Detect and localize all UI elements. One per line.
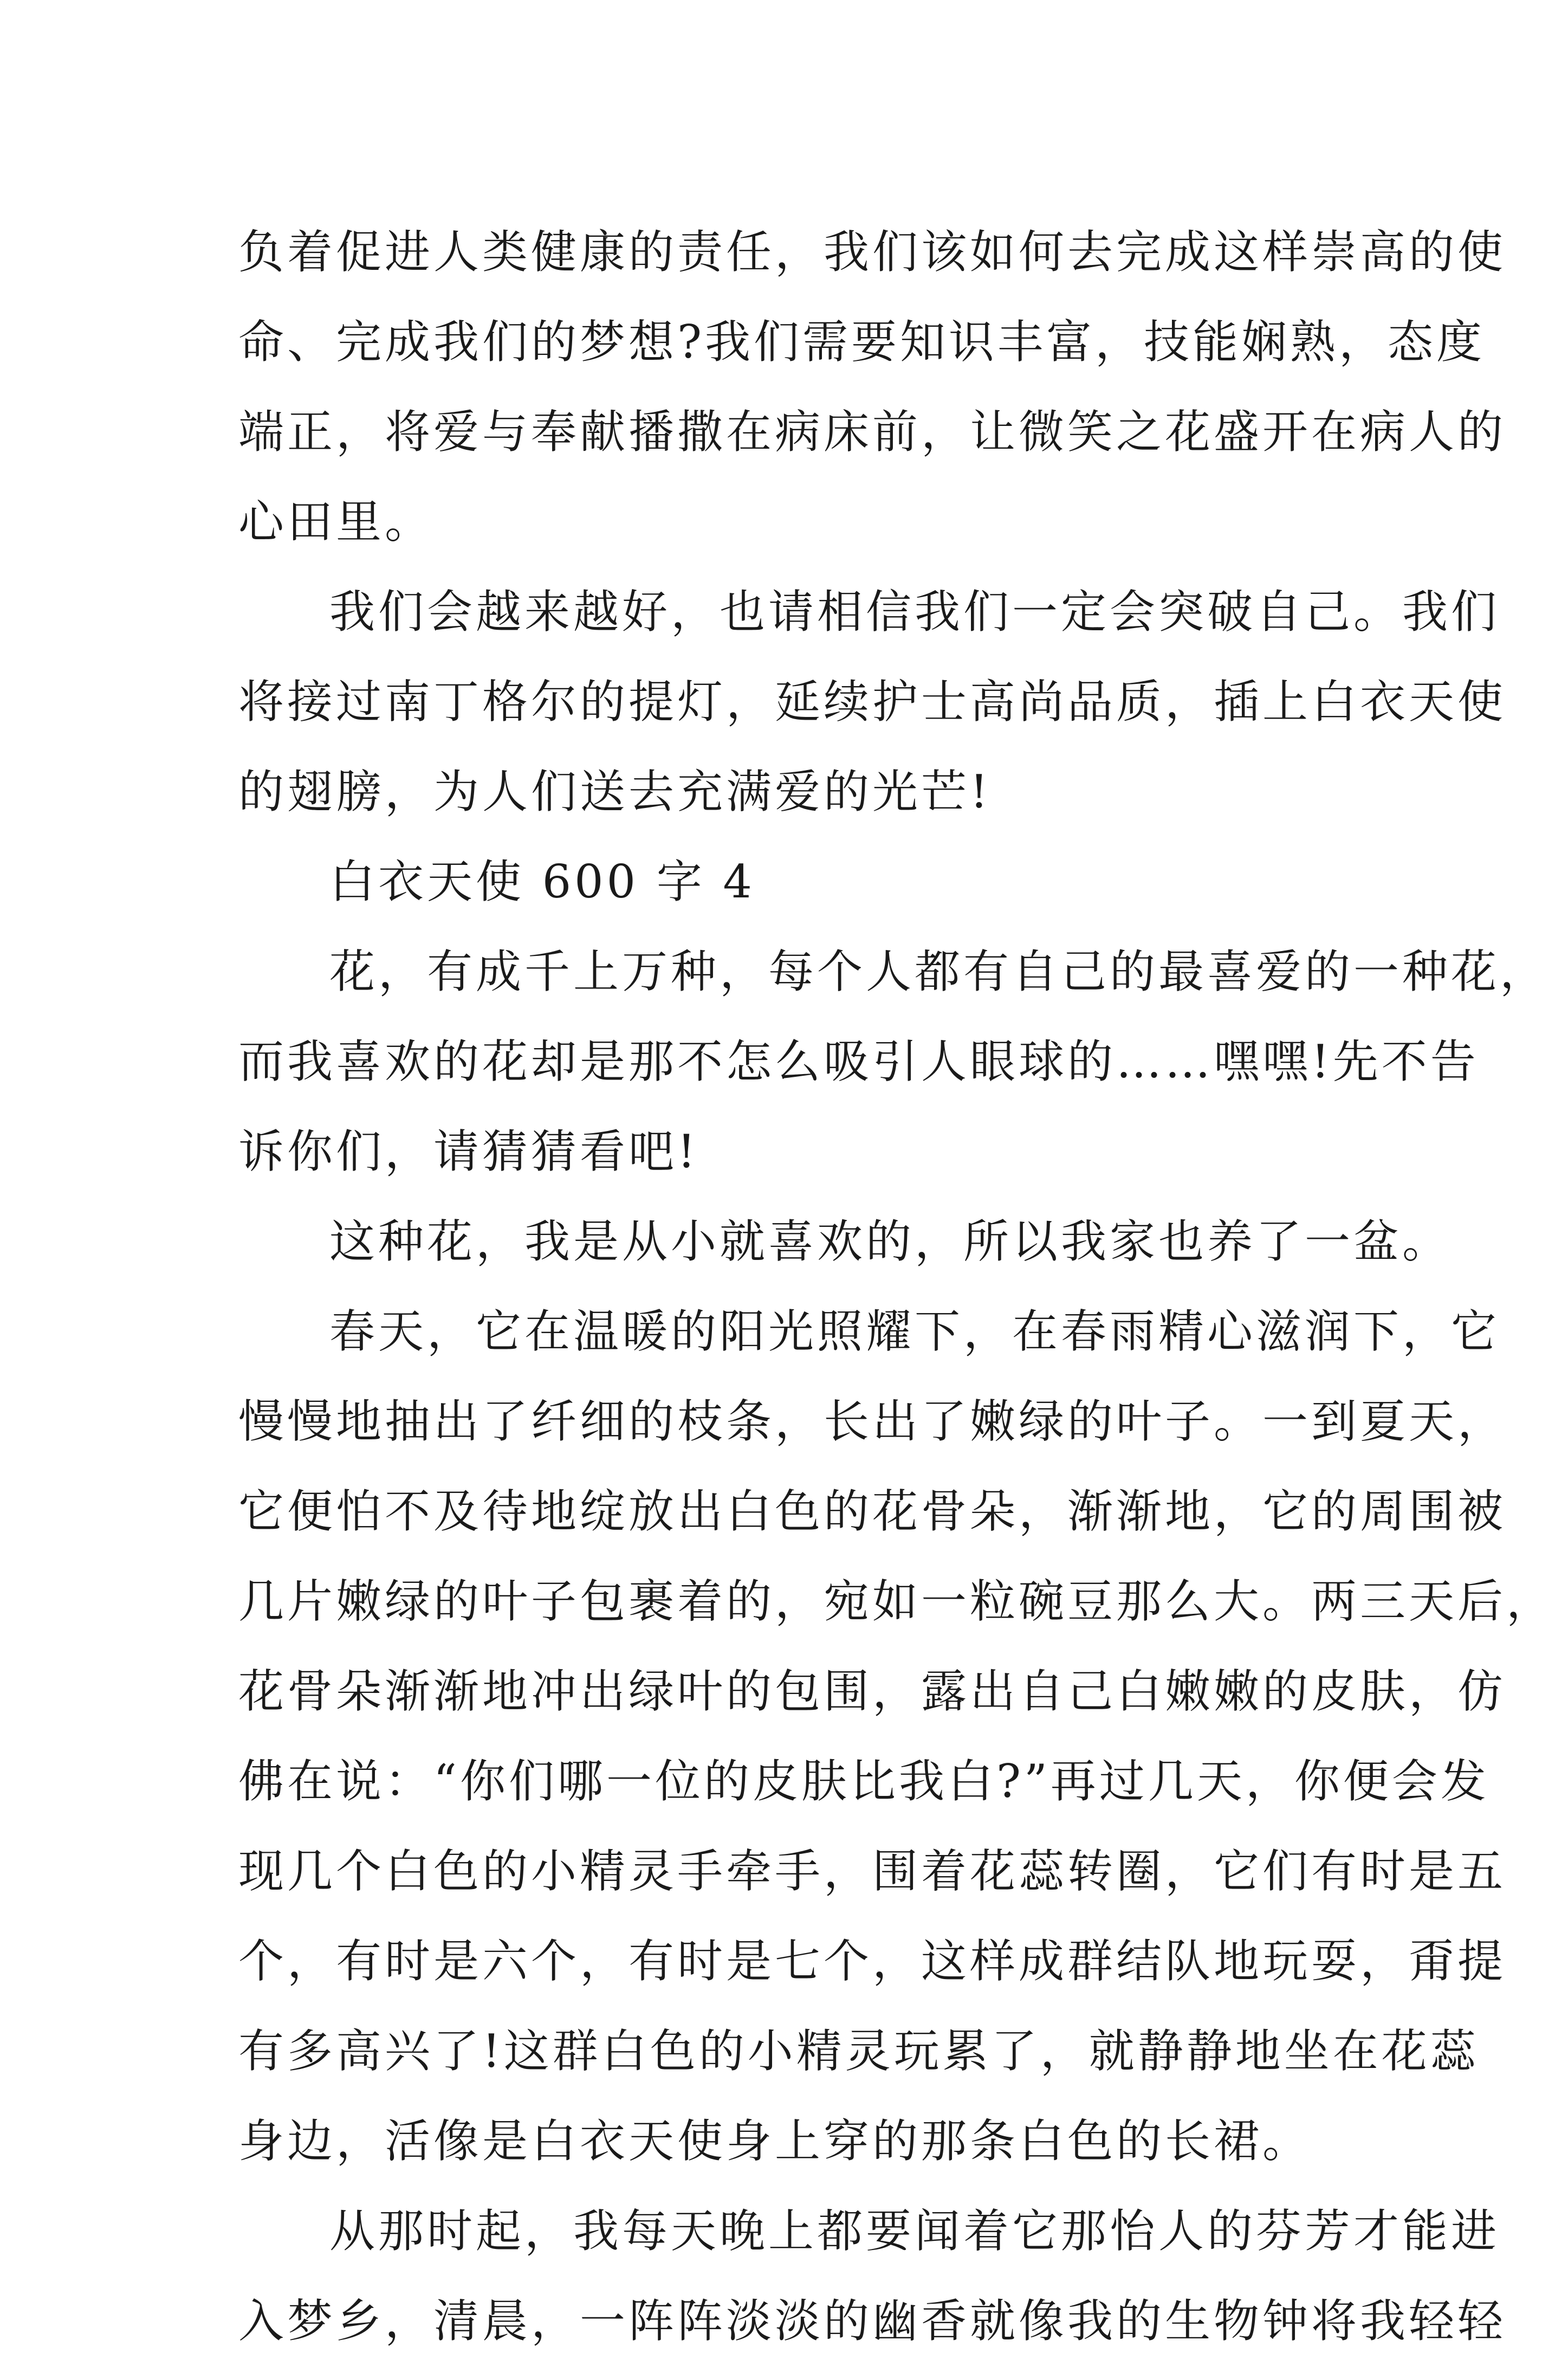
- text-line: 诉你们，请猜猜看吧!: [238, 1125, 699, 1178]
- text-line: 慢慢地抽出了纤细的枝条，长出了嫩绿的叶子。一到夏天，: [238, 1395, 1507, 1448]
- text-line: 心田里。: [238, 495, 434, 548]
- text-line: 它便怕不及待地绽放出白色的花骨朵，渐渐地，它的周围被: [238, 1485, 1507, 1538]
- section-heading: 白衣天使 600 字 4: [329, 855, 755, 908]
- text-line: 的翅膀，为人们送去充满爱的光芒!: [238, 765, 992, 818]
- text-line: 有多高兴了!这群白色的小精灵玩累了，就静静地坐在花蕊: [238, 2025, 1479, 2078]
- text-line: 身边，活像是白衣天使身上穿的那条白色的长裙。: [238, 2115, 1312, 2168]
- text-line: 将接过南丁格尔的提灯，延续护士高尚品质，插上白衣天使: [238, 675, 1507, 728]
- text-line: 入梦乡，清晨，一阵阵淡淡的幽香就像我的生物钟将我轻轻: [238, 2294, 1507, 2348]
- text-line: 花，有成千上万种，每个人都有自己的最喜爱的一种花，: [329, 945, 1549, 998]
- body-text: [238, 207, 1556, 2366]
- text-line: 我们会越来越好，也请相信我们一定会突破自己。我们: [329, 585, 1500, 638]
- text-line: 个，有时是六个，有时是七个，这样成群结队地玩耍，甭提: [238, 1935, 1507, 1988]
- text-line: 春天，它在温暖的阳光照耀下，在春雨精心滋润下，它: [329, 1305, 1500, 1358]
- text-line: 命、完成我们的梦想?我们需要知识丰富，技能娴熟，态度: [238, 315, 1486, 369]
- text-line: 佛在说：“你们哪一位的皮肤比我白?”再过几天，你便会发: [238, 1755, 1489, 1808]
- text-line: 而我喜欢的花却是那不怎么吸引人眼球的……嘿嘿!先不告: [238, 1035, 1479, 1088]
- text-line: 几片嫩绿的叶子包裹着的，宛如一粒碗豆那么大。两三天后，: [238, 1575, 1556, 1628]
- text-line: 现几个白色的小精灵手牵手，围着花蕊转圈，它们有时是五: [238, 1845, 1507, 1898]
- text-line: 从那时起，我每天晚上都要闻着它那怡人的芬芳才能进: [329, 2205, 1500, 2258]
- text-line: 花骨朵渐渐地冲出绿叶的包围，露出自己白嫩嫩的皮肤，仿: [238, 1665, 1507, 1718]
- text-line: 负着促进人类健康的责任，我们该如何去完成这样崇高的使: [238, 225, 1507, 279]
- text-line: 端正，将爱与奉献播撒在病床前，让微笑之花盛开在病人的: [238, 405, 1507, 458]
- text-line: 这种花，我是从小就喜欢的，所以我家也养了一盆。: [329, 1215, 1452, 1268]
